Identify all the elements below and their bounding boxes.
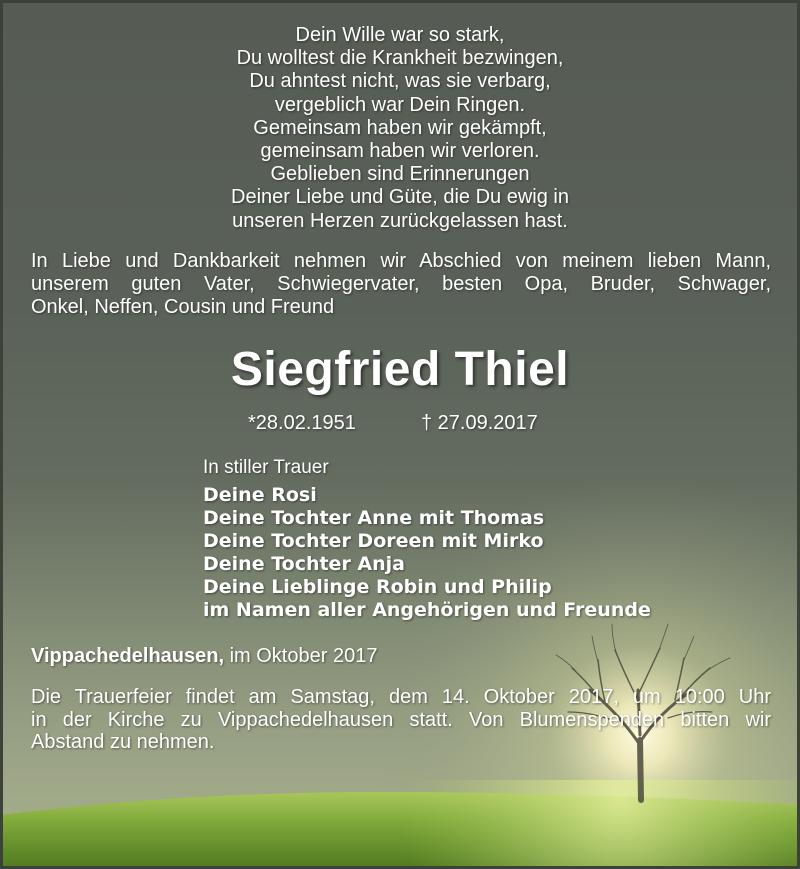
deceased-name: Siegfried Thiel	[230, 343, 570, 396]
mourners-list	[203, 484, 651, 622]
place-town: Vippachedelhausen,	[31, 645, 225, 667]
funeral-line: Abstand zu nehmen.	[31, 731, 215, 753]
poem	[0, 24, 800, 233]
farewell-intro	[31, 250, 771, 319]
list-item: Deine Lieblinge Robin und Philip	[203, 576, 552, 598]
intro-line: Onkel, Neffen, Cousin und Freund	[31, 296, 335, 318]
list-item: Deine Tochter Doreen mit Mirko	[203, 530, 544, 552]
poem-line: Gemeinsam haben wir gekämpft,	[253, 116, 547, 139]
funeral-line: Die Trauerfeier findet am Samstag, dem 14. Oktober 2017, um 10:00 Uhr	[31, 686, 771, 708]
mourning-heading: In stiller Trauer	[203, 457, 329, 478]
death-date: † 27.09.2017	[421, 412, 538, 434]
poem-line: vergeblich war Dein Ringen.	[274, 93, 526, 116]
poem-line: Geblieben sind Erinnerungen	[270, 163, 530, 186]
poem-line: unseren Herzen zurückgelassen hast.	[232, 209, 568, 232]
poem-line: Du ahntest nicht, was sie verbarg,	[249, 70, 551, 93]
intro-line: In Liebe und Dankbarkeit nehmen wir Abschied von meinem lieben Mann,	[31, 250, 771, 272]
poem-line: Du wolltest die Krankheit bezwingen,	[236, 47, 564, 70]
list-item: Deine Tochter Anne mit Thomas	[203, 507, 545, 529]
funeral-info	[31, 686, 771, 754]
list-item: im Namen aller Angehörigen und Freunde	[203, 599, 651, 621]
place-and-date	[31, 644, 377, 668]
funeral-line: in der Kirche zu Vippachedelhausen statt. Von Blumenspenden bitten wir	[31, 708, 771, 731]
intro-line: unserem guten Vater, Schwiegervater, besten Opa, Bruder, Schwager,	[31, 273, 771, 295]
poem-line: Dein Wille war so stark,	[295, 24, 505, 46]
place-date: im Oktober 2017	[229, 645, 378, 667]
poem-line: gemeinsam haben wir verloren.	[260, 140, 540, 163]
list-item: Deine Tochter Anja	[203, 553, 405, 575]
poem-line: Deiner Liebe und Güte, die Du ewig in	[231, 186, 569, 209]
list-item: Deine Rosi	[203, 484, 317, 506]
birth-date: *28.02.1951	[248, 412, 356, 434]
